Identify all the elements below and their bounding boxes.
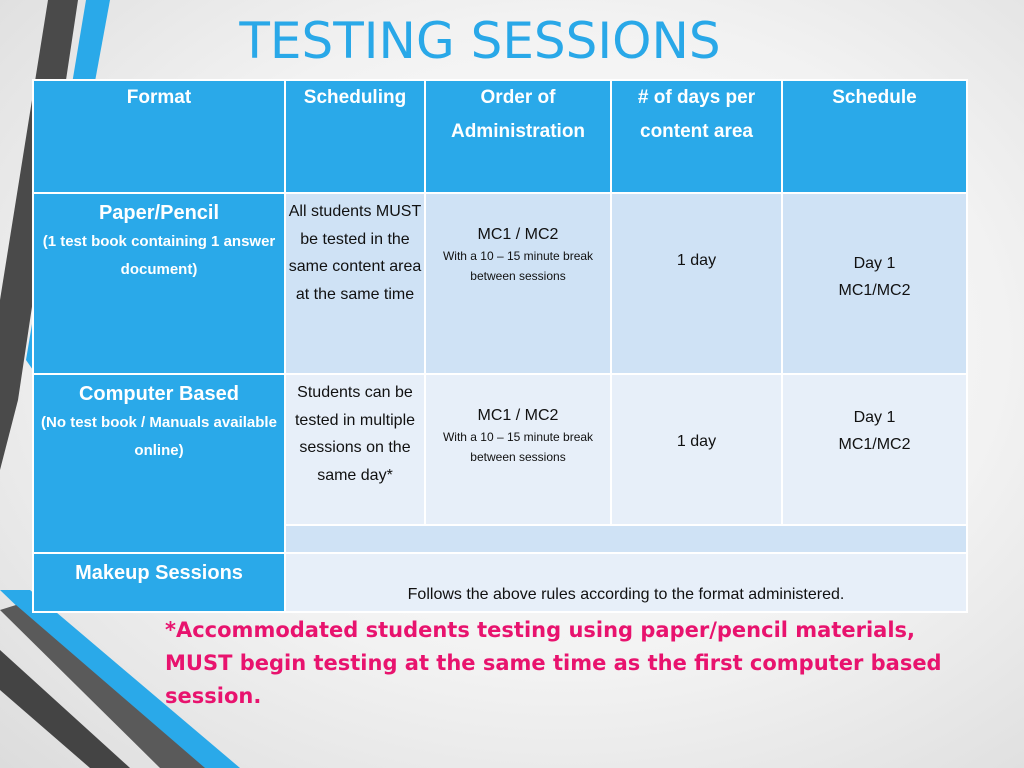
format-name: Computer Based (78, 383, 240, 405)
header-scheduling: Scheduling (285, 80, 425, 193)
makeup-label: Makeup Sessions (75, 562, 243, 584)
scheduling-cell (285, 374, 425, 525)
makeup-text-cell (285, 553, 967, 612)
makeup-format-cell (33, 553, 285, 612)
schedule-sessions: MC1/MC2 (838, 436, 911, 453)
header-row (33, 80, 967, 193)
makeup-row (33, 553, 967, 612)
days-text: 1 day (676, 252, 717, 269)
format-cell (33, 374, 285, 553)
order-cell (425, 193, 611, 374)
schedule-day: Day 1 (853, 255, 896, 272)
scheduling-cell (285, 193, 425, 374)
days-cell (611, 374, 782, 525)
header-days: # of days per content area (611, 80, 782, 193)
accommodation-note: *Accommodated students testing using paper/pencil materials, MUST begin testing at the same time as the first computer based session. (165, 618, 942, 708)
header-schedule: Schedule (782, 80, 967, 193)
scheduling-text: All students MUST be tested in the same content area at the same time (288, 203, 422, 303)
schedule-cell (782, 193, 967, 374)
schedule-day: Day 1 (853, 409, 896, 426)
order-main: MC1 / MC2 (477, 407, 559, 424)
order-main: MC1 / MC2 (477, 226, 559, 243)
format-name: Paper/Pencil (98, 202, 220, 224)
spacer-cell (285, 525, 967, 553)
order-sub: With a 10 – 15 minute break between sessions (442, 249, 594, 283)
format-cell (33, 193, 285, 374)
page-title: TESTING SESSIONS (239, 12, 721, 70)
table-row (33, 193, 967, 374)
format-description: (No test book / Manuals available online) (41, 414, 277, 459)
header-order: Order of Administration (425, 80, 611, 193)
schedule-cell (782, 374, 967, 525)
order-cell (425, 374, 611, 525)
format-description: (1 test book containing 1 answer document) (42, 233, 276, 278)
days-text: 1 day (676, 433, 717, 450)
schedule-sessions: MC1/MC2 (838, 282, 911, 299)
header-format: Format (33, 80, 285, 193)
testing-sessions-table (32, 79, 968, 613)
days-cell (611, 193, 782, 374)
table-row (33, 374, 967, 525)
scheduling-text: Students can be tested in multiple sessions on the same day* (294, 384, 416, 484)
makeup-text: Follows the above rules according to the format administered. (407, 586, 845, 603)
order-sub: With a 10 – 15 minute break between sessions (442, 430, 594, 464)
